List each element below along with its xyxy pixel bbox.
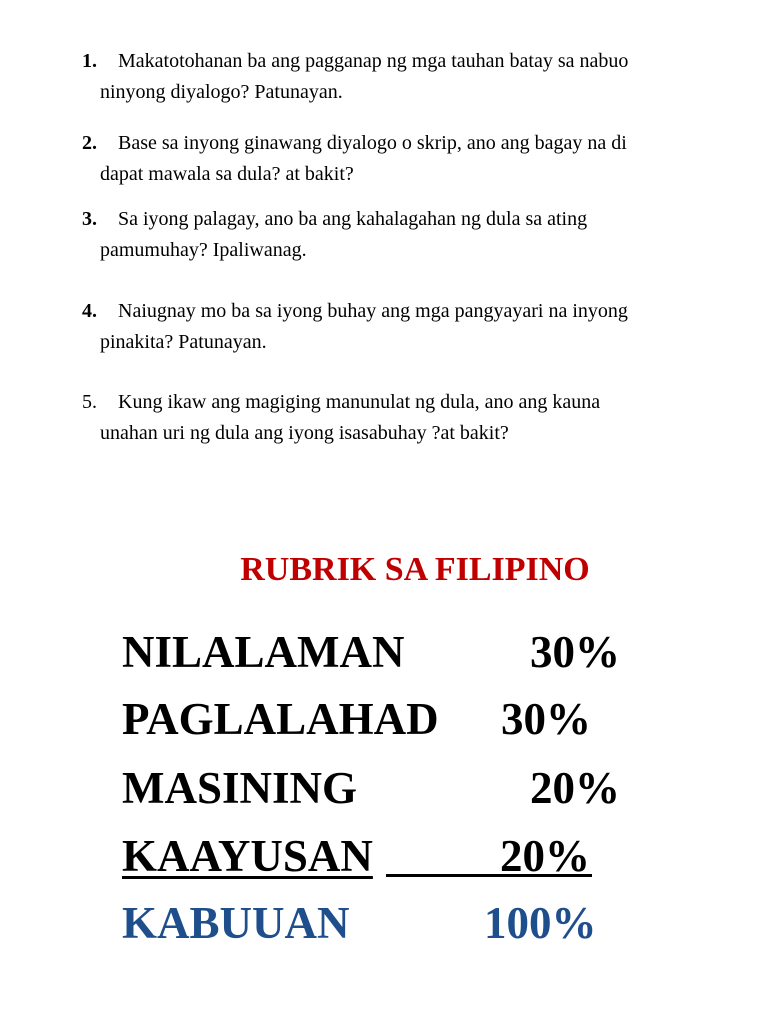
question-number: 5. [82,391,97,413]
question-text-line2: dapat mawala sa dula? at bakit? [100,163,354,185]
question-text-line2: unahan uri ng dula ang iyong isasabuhay ?at bakit? [100,422,509,444]
rubric-total-percent: 100% [484,898,597,948]
question-text-line1: Sa iyong palagay, ano ba ang kahalagahan ng dula sa ating [118,208,588,230]
question-text-line1: Kung ikaw ang magiging manunulat ng dula, ano ang kauna [118,391,601,413]
question-number: 2. [82,132,97,154]
question-text-line2: pamumuhay? Ipaliwanag. [100,239,307,261]
question-text-line2: ninyong diyalogo? Patunayan. [100,81,343,103]
question-number: 1. [82,50,97,72]
rubric-label-paglalahad: PAGLALAHAD [122,694,439,744]
question-text-line1: Base sa inyong ginawang diyalogo o skrip, ano ang bagay na di [118,132,627,154]
rubric-label-kaayusan: KAAYUSAN [122,831,373,881]
question-text-line2: pinakita? Patunayan. [100,331,267,353]
rubric-percent-paglalahad: 30% [501,694,591,744]
rubric-label-masining: MASINING [122,763,358,813]
rubric-percent-kaayusan: 20% [500,831,590,881]
rubric-title: RUBRIK SA FILIPINO [240,551,590,588]
rubric-percent-masining: 20% [530,763,620,813]
rubric-label-nilalaman: NILALAMAN [122,627,405,677]
question-text-line1: Naiugnay mo ba sa iyong buhay ang mga pangyayari na inyong [118,300,628,322]
question-number: 3. [82,208,97,230]
question-text-line1: Makatotohanan ba ang pagganap ng mga tauhan batay sa nabuo [118,50,629,72]
rubric-total-label: KABUUAN [122,898,350,948]
question-number: 4. [82,300,97,322]
rubric-percent-nilalaman: 30% [530,627,620,677]
